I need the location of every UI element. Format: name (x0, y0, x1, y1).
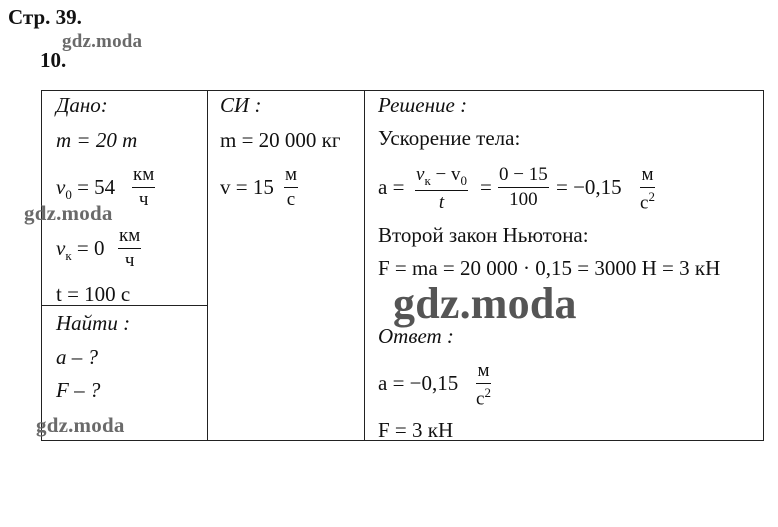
page-reference: Стр. 39. (8, 5, 82, 29)
divider-si-solution (364, 90, 365, 441)
solution-header: Решение : (378, 93, 468, 117)
answer-F: F = 3 кН (378, 418, 454, 442)
si-velocity: v = 15 (220, 175, 274, 199)
answer-a-unit: м $с^2$ (476, 360, 491, 410)
si-mass: m = 20 000 кг (220, 128, 341, 152)
accel-fraction-formula: $v_к - v_0$ t (416, 164, 467, 213)
find-a: a – ? (56, 345, 98, 369)
accel-unit: м $с^2$ (640, 164, 655, 214)
answer-a: a = −0,15 (378, 371, 459, 395)
answer-header: Ответ : (378, 324, 454, 348)
given-vk-unit: км ч (119, 225, 141, 271)
watermark-large: gdz.moda (393, 279, 577, 328)
given-time: t = 100 с (56, 282, 131, 306)
divider-given-si (207, 90, 208, 441)
given-vk: $v_к = 0$ (56, 236, 105, 264)
accel-result: = −0,15 (556, 175, 622, 199)
find-F: F – ? (56, 378, 101, 402)
newton-formula: F = ma = 20 000 · 0,15 = 3000 Н = 3 кН (378, 256, 721, 280)
given-mass: m = 20 т (56, 128, 138, 152)
problem-number: 10. (40, 48, 67, 72)
accel-a: a = (378, 175, 405, 199)
si-velocity-unit: м с (285, 164, 298, 210)
watermark-top: gdz.moda (62, 31, 143, 52)
find-header: Найти : (56, 311, 131, 335)
newton-title: Второй закон Ньютона: (378, 223, 589, 247)
accel-title: Ускорение тела: (378, 126, 521, 150)
given-v0: $v_0 = 54$ (56, 175, 116, 203)
accel-fraction-values: 0 − 15 100 (499, 164, 548, 210)
si-header: СИ : (220, 93, 262, 117)
accel-eq: = (480, 175, 492, 199)
given-header: Дано: (56, 93, 108, 117)
given-v0-unit: км ч (133, 164, 155, 210)
watermark-bottom-left: gdz.moda (36, 413, 125, 437)
watermark-left: gdz.moda (24, 201, 113, 225)
